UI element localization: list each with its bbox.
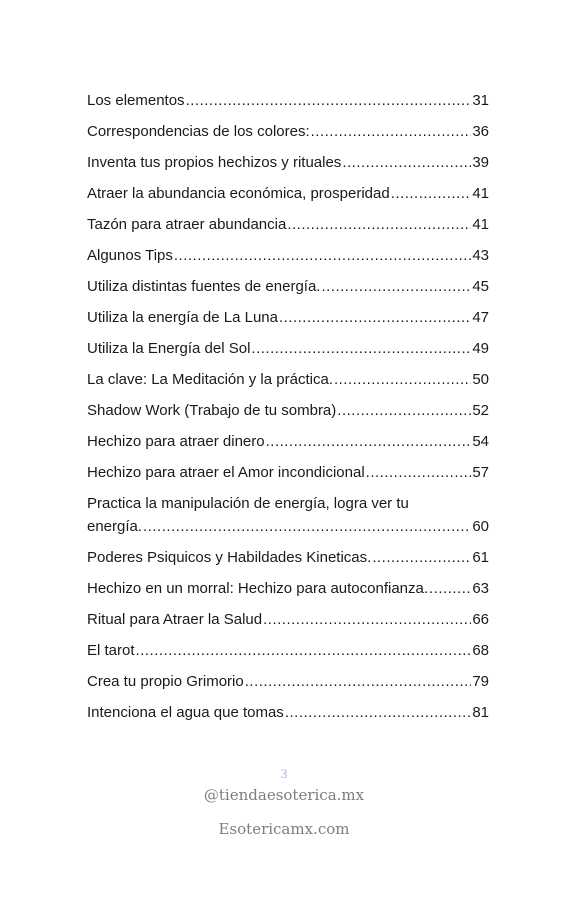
toc-entry[interactable] — [87, 337, 489, 360]
toc-leader-dots — [366, 461, 472, 484]
toc-entry-title: Tazón para atraer abundancia — [87, 216, 287, 233]
toc-leader-dots — [186, 89, 472, 112]
toc-entry-page: 81 — [472, 704, 489, 721]
toc-entry-title: La clave: La Meditación y la práctica. — [87, 371, 333, 388]
toc-entry[interactable] — [87, 306, 489, 329]
toc-entry[interactable] — [87, 368, 489, 391]
toc-entry-page: 52 — [472, 402, 489, 419]
toc-entry[interactable] — [87, 120, 489, 143]
toc-entry-title: Correspondencias de los colores: — [87, 123, 310, 140]
toc-entry-title: Hechizo para atraer el Amor incondicional — [87, 464, 365, 481]
toc-entry-title: Hechizo para atraer dinero — [87, 433, 265, 450]
toc-leader-dots — [337, 399, 471, 422]
toc-leader-dots — [136, 639, 472, 662]
toc-entry-page: 39 — [472, 154, 489, 171]
toc-entry-page: 50 — [472, 371, 489, 388]
toc-entry-title: energía. — [87, 518, 143, 535]
toc-entry-page: 57 — [472, 464, 489, 481]
toc-leader-dots — [263, 608, 471, 631]
toc-entry[interactable] — [87, 89, 489, 112]
toc-entry-title: Utiliza distintas fuentes de energía. — [87, 278, 321, 295]
toc-entry-page: 63 — [472, 580, 489, 597]
toc-entry[interactable] — [87, 430, 489, 453]
toc-leader-dots — [311, 120, 472, 143]
toc-entry-page: 43 — [472, 247, 489, 264]
toc-leader-dots — [429, 577, 471, 600]
page-number: 3 — [280, 766, 288, 781]
toc-entry[interactable] — [87, 639, 489, 662]
toc-leader-dots — [174, 244, 471, 267]
toc-leader-dots — [285, 701, 472, 724]
toc-entry-page: 61 — [472, 549, 489, 566]
toc-entry-page: 41 — [472, 216, 489, 233]
toc-entry-title: Crea tu propio Grimorio — [87, 673, 244, 690]
toc-entry-page: 31 — [472, 92, 489, 109]
toc-entry-page: 49 — [472, 340, 489, 357]
toc-entry-title: Poderes Psiquicos y Habildades Kineticas. — [87, 549, 372, 566]
toc-entry-title: Utiliza la Energía del Sol — [87, 340, 251, 357]
table-of-contents — [87, 89, 489, 732]
toc-leader-dots — [372, 546, 471, 569]
toc-entry[interactable] — [87, 670, 489, 693]
toc-entry-page: 45 — [472, 278, 489, 295]
toc-entry[interactable] — [87, 275, 489, 298]
toc-entry-page: 66 — [472, 611, 489, 628]
toc-entry-title-line1: Practica la manipulación de energía, logra ver tu — [87, 495, 409, 512]
toc-leader-dots — [342, 151, 471, 174]
toc-entry-title: Inventa tus propios hechizos y rituales — [87, 154, 342, 171]
toc-entry-title: El tarot — [87, 642, 135, 659]
toc-entry[interactable] — [87, 399, 489, 422]
toc-leader-dots — [245, 670, 472, 693]
toc-entry[interactable] — [87, 608, 489, 631]
toc-entry[interactable] — [87, 182, 489, 205]
toc-entry-title: Algunos Tips — [87, 247, 173, 264]
toc-entry[interactable] — [87, 577, 489, 600]
toc-entry[interactable] — [87, 244, 489, 267]
toc-leader-dots — [287, 213, 471, 236]
toc-leader-dots — [279, 306, 471, 329]
toc-entry[interactable] — [87, 701, 489, 724]
toc-entry[interactable] — [87, 461, 489, 484]
toc-entry-title: Hechizo en un morral: Hechizo para autoconfianza. — [87, 580, 429, 597]
toc-entry-title: Los elementos — [87, 92, 185, 109]
toc-entry[interactable] — [87, 151, 489, 174]
toc-entry-title: Utiliza la energía de La Luna — [87, 309, 278, 326]
toc-entry-page: 60 — [472, 518, 489, 535]
toc-entry-title: Shadow Work (Trabajo de tu sombra) — [87, 402, 337, 419]
toc-leader-dots — [143, 515, 471, 538]
toc-entry[interactable] — [87, 546, 489, 569]
footer-website: Esotericamx.com — [218, 820, 350, 838]
toc-leader-dots — [391, 182, 472, 205]
toc-entry-page: 79 — [472, 673, 489, 690]
toc-entry-title: Ritual para Atraer la Salud — [87, 611, 263, 628]
toc-leader-dots — [266, 430, 472, 453]
toc-entry-page: 68 — [472, 642, 489, 659]
toc-entry-title: Intenciona el agua que tomas — [87, 704, 284, 721]
toc-leader-dots — [321, 275, 471, 298]
toc-leader-dots — [334, 368, 471, 391]
toc-entry-page: 54 — [472, 433, 489, 450]
toc-leader-dots — [251, 337, 471, 360]
toc-entry[interactable] — [87, 492, 489, 538]
toc-entry-title: Atraer la abundancia económica, prosperidad — [87, 185, 390, 202]
toc-entry-page: 41 — [472, 185, 489, 202]
toc-entry-page: 36 — [472, 123, 489, 140]
toc-entry-page: 47 — [472, 309, 489, 326]
footer-social-handle: @tiendaesoterica.mx — [203, 786, 365, 804]
toc-entry[interactable] — [87, 213, 489, 236]
